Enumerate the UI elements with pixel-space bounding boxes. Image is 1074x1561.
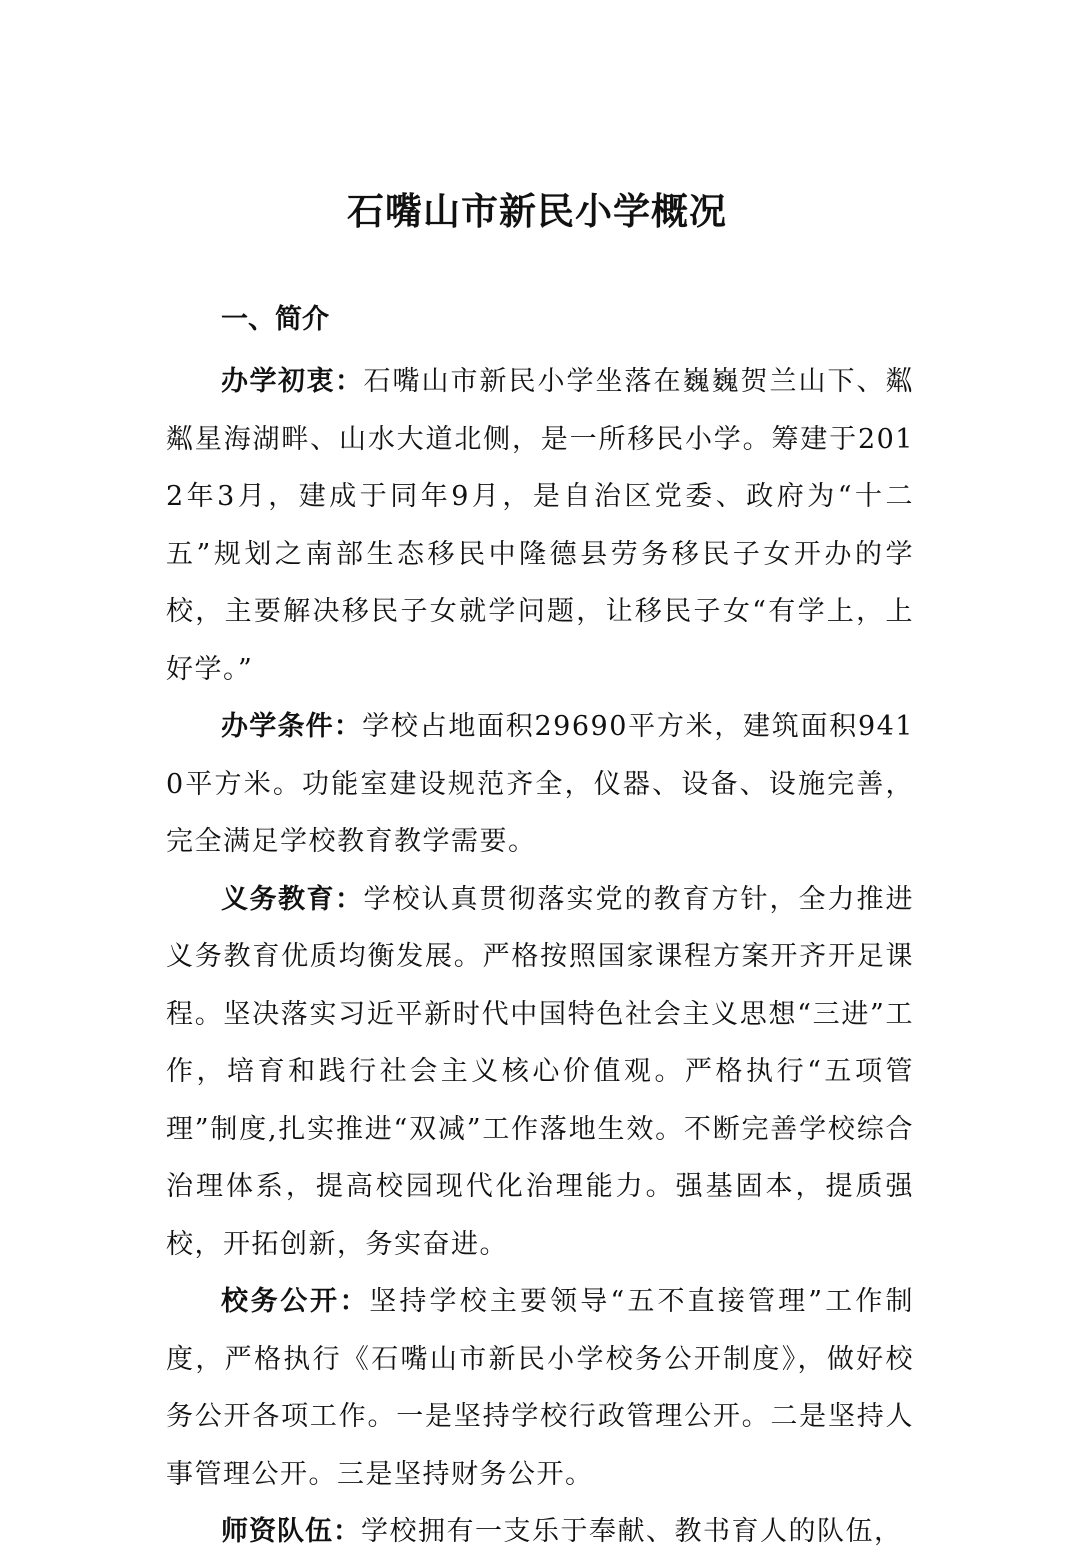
section-heading: 一、简介	[221, 304, 329, 335]
paragraph-lead: 师资队伍：	[221, 1516, 361, 1547]
paragraph-text: 坚持学校主要领导“五不直接管理”工作制度，严格执行《石嘴山市新民小学校务公开制度》，做好校务公开各项工作。一是坚持学校行政管理公开。二是坚持人事管理公开。三是坚持财务公开。	[166, 1286, 915, 1490]
paragraph-lead: 校务公开：	[221, 1286, 370, 1317]
paragraph-conditions	[166, 698, 914, 871]
paragraph-lead: 办学条件：	[221, 711, 363, 742]
paragraph-text: 学校认真贯彻落实党的教育方针，全力推进义务教育优质均衡发展。严格按照国家课程方案开齐开足课程。坚决落实习近平新时代中国特色社会主义思想“三进”工作，培育和践行社会主义核心价值观。严格执行“五项管理”制度,扎实推进“双减”工作落地生效。不断完善学校综合治理体系，提高校园现代化治理能力。强基固本，提质强校，开拓创新，务实奋进。	[166, 883, 914, 1260]
document-body	[166, 295, 914, 1561]
paragraph-purpose	[166, 353, 914, 698]
paragraph-text: 学校拥有一支乐于奉献、教书育人的队伍，	[361, 1516, 903, 1547]
paragraph-text: 学校占地面积29690平方米，建筑面积9410平方米。功能室建设规范齐全，仪器、设备、设施完善，完全满足学校教育教学需要。	[166, 711, 914, 857]
paragraph-text: 石嘴山市新民小学坐落在巍巍贺兰山下、粼粼星海湖畔、山水大道北侧，是一所移民小学。筹建于2012年3月，建成于同年9月，是自治区党委、政府为“十二五”规划之南部生态移民中隆德县劳务移民子女开办的学校，主要解决移民子女就学问题，让移民子女“有学上，上好学。”	[166, 366, 914, 685]
paragraph-teaching-staff	[166, 1503, 914, 1561]
paragraph-compulsory-education	[166, 871, 914, 1274]
document-title: 石嘴山市新民小学概况	[347, 189, 727, 233]
paragraph-lead: 义务教育：	[221, 883, 364, 915]
paragraph-lead: 办学初衷：	[221, 366, 364, 397]
paragraph-affairs-disclosure	[166, 1273, 914, 1503]
